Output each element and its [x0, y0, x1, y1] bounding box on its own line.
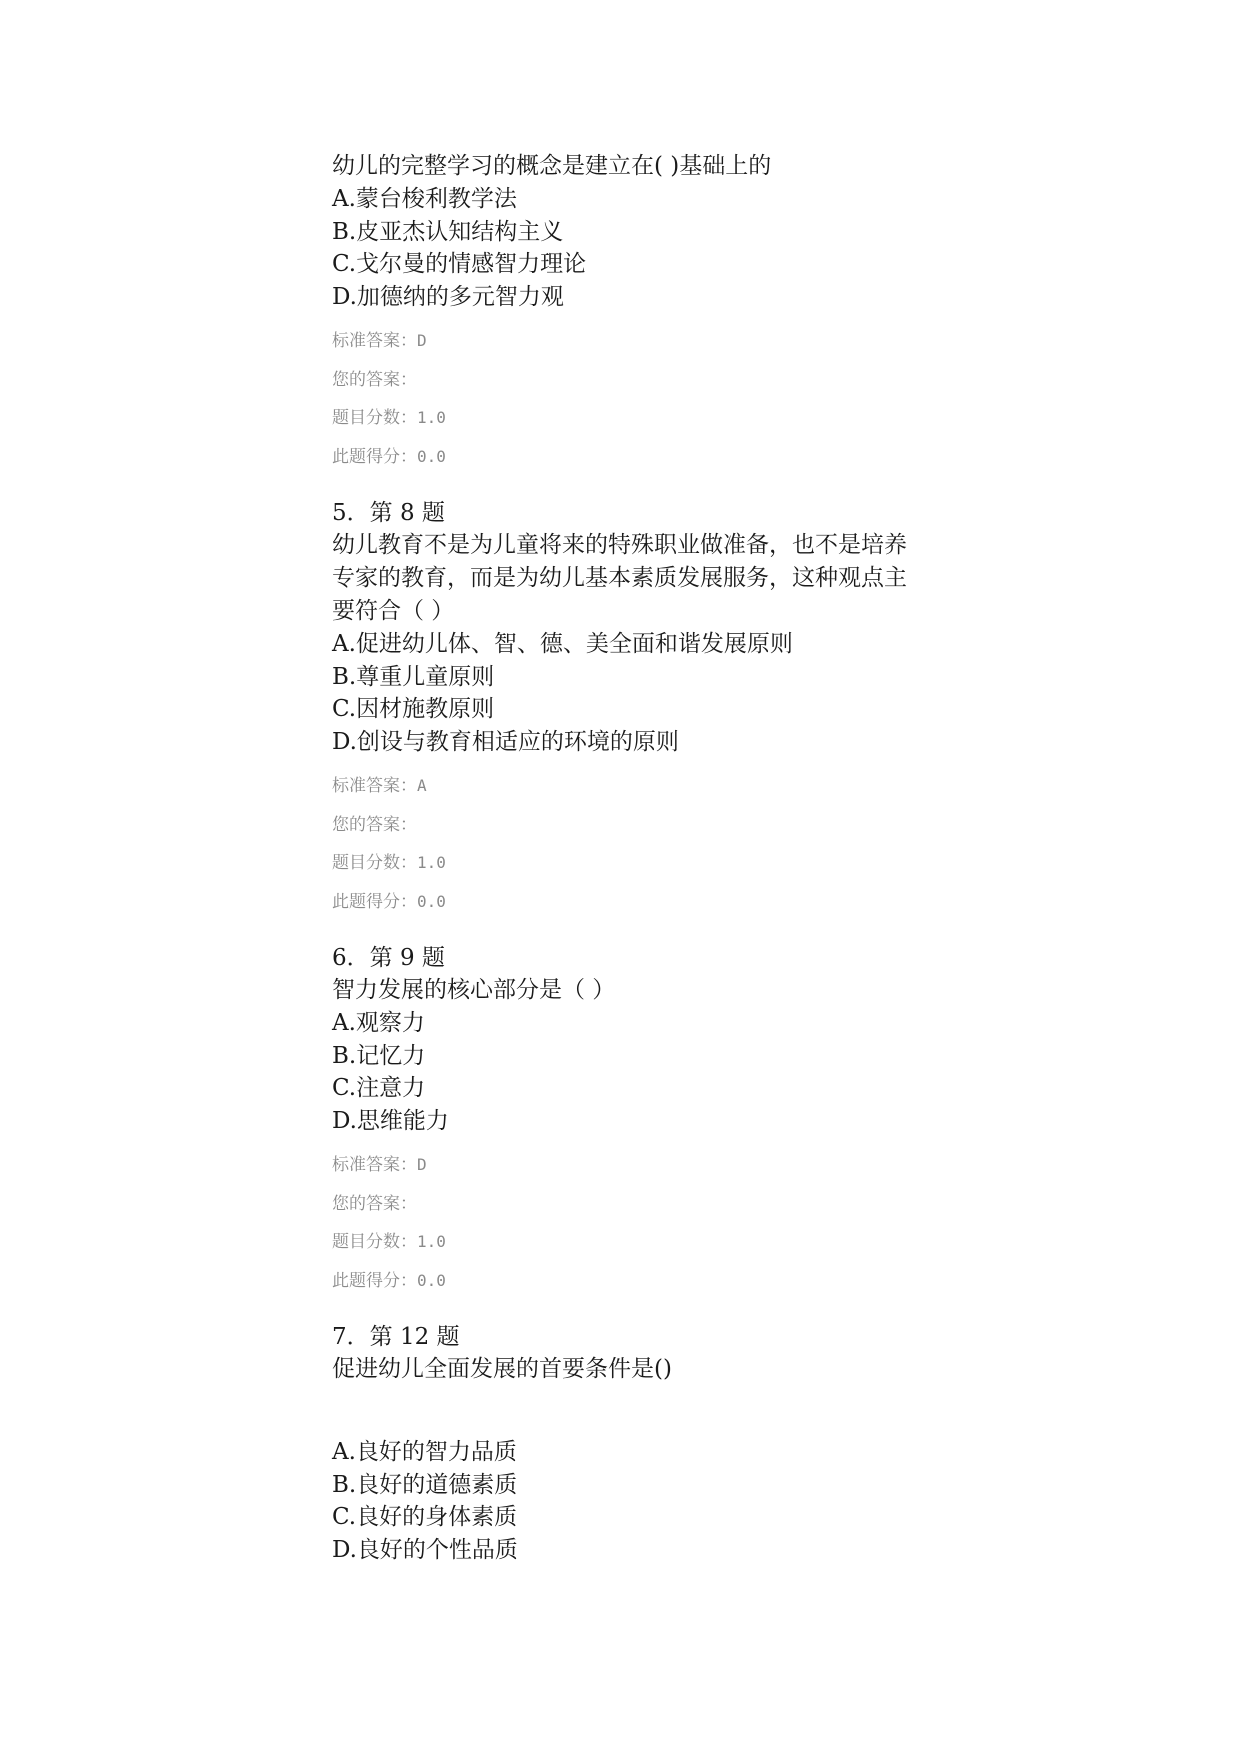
- your-answer-line: [332, 806, 932, 845]
- option-c: C.良好的身体素质: [332, 1504, 518, 1530]
- answer-meta: [332, 767, 932, 921]
- standard-answer-label: 标准答案：: [332, 776, 417, 796]
- earned-score-label: 此题得分：: [332, 446, 417, 467]
- question-block: [332, 150, 932, 476]
- question-score-label: 题目分数：: [332, 853, 417, 873]
- question-block: [332, 498, 932, 921]
- option-a: A.促进幼儿体、智、德、美全面和谐发展原则: [332, 631, 793, 657]
- standard-answer-value: A: [417, 776, 427, 795]
- question-score-label: 题目分数：: [332, 408, 417, 428]
- question-block: [332, 1322, 932, 1566]
- standard-answer-line: [332, 322, 932, 361]
- question-stem: 幼儿教育不是为儿童将来的特殊职业做准备，也不是培养专家的教育，而是为幼儿基本素质发展服务，这种观点主要符合（ ）: [332, 532, 907, 624]
- answer-meta: [332, 1146, 932, 1300]
- question-score-line: [332, 399, 932, 438]
- question-score-label: 题目分数：: [332, 1232, 417, 1252]
- earned-score-label: 此题得分：: [332, 1270, 417, 1291]
- option-c: C.因材施教原则: [332, 696, 495, 722]
- your-answer-line: [332, 1185, 932, 1224]
- standard-answer-value: D: [417, 1155, 427, 1174]
- standard-answer-line: [332, 1146, 932, 1185]
- standard-answer-label: 标准答案：: [332, 331, 417, 351]
- question-score-value: 1.0: [417, 408, 446, 427]
- option-c: C.注意力: [332, 1075, 426, 1101]
- question-heading: 5．第 8 题: [332, 500, 445, 526]
- earned-score-line: [332, 883, 932, 922]
- question-score-line: [332, 1223, 932, 1262]
- earned-score-line: [332, 1262, 932, 1301]
- option-d: D.良好的个性品质: [332, 1536, 518, 1563]
- earned-score-value: 0.0: [417, 446, 446, 466]
- document-page: [332, 150, 932, 1566]
- question-stem: 促进幼儿全面发展的首要条件是(): [332, 1356, 672, 1382]
- your-answer-line: [332, 361, 932, 400]
- answer-meta: [332, 322, 932, 476]
- your-answer-label: 您的答案：: [332, 1193, 417, 1214]
- option-b: B.尊重儿童原则: [332, 663, 495, 690]
- question-score-value: 1.0: [417, 1232, 446, 1251]
- earned-score-value: 0.0: [417, 1270, 446, 1290]
- standard-answer-value: D: [417, 331, 427, 350]
- earned-score-line: [332, 438, 932, 477]
- option-d: D.创设与教育相适应的环境的原则: [332, 728, 679, 755]
- question-stem: 智力发展的核心部分是（ ）: [332, 977, 616, 1003]
- question-stem: 幼儿的完整学习的概念是建立在( )基础上的: [332, 153, 772, 179]
- option-d: D.思维能力: [332, 1107, 449, 1134]
- option-b: B.良好的道德素质: [332, 1471, 518, 1498]
- standard-answer-label: 标准答案：: [332, 1155, 417, 1175]
- question-score-value: 1.0: [417, 853, 446, 872]
- option-a: A.蒙台梭利教学法: [332, 186, 517, 212]
- option-b: B.皮亚杰认知结构主义: [332, 218, 564, 245]
- question-block: [332, 943, 932, 1300]
- your-answer-label: 您的答案：: [332, 369, 417, 390]
- standard-answer-line: [332, 767, 932, 806]
- blank-gap: [332, 1386, 932, 1436]
- option-a: A.观察力: [332, 1010, 425, 1036]
- earned-score-label: 此题得分：: [332, 891, 417, 912]
- earned-score-value: 0.0: [417, 891, 446, 911]
- question-heading: 6．第 9 题: [332, 945, 445, 971]
- option-d: D.加德纳的多元智力观: [332, 283, 564, 310]
- option-b: B.记忆力: [332, 1042, 426, 1069]
- question-score-line: [332, 844, 932, 883]
- question-heading: 7．第 12 题: [332, 1324, 460, 1350]
- option-c: C.戈尔曼的情感智力理论: [332, 251, 587, 277]
- your-answer-label: 您的答案：: [332, 814, 417, 835]
- option-a: A.良好的智力品质: [332, 1439, 517, 1465]
